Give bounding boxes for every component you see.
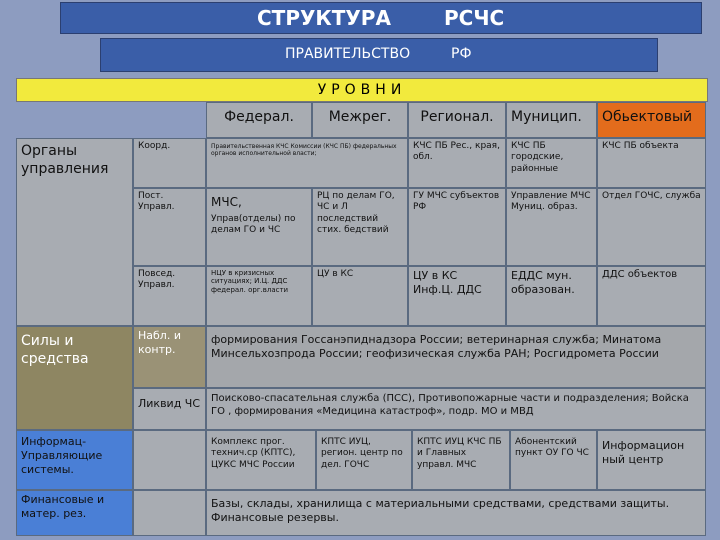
nabl-text: формирования Госсанэпиднадзора России; ветеринарная служба; Минатома Минсельхозпрода России; геофизическая служба РАН; Росгидромета России bbox=[206, 326, 706, 388]
column-object: Обьектовый bbox=[597, 102, 706, 138]
title-word-rschs: РСЧС bbox=[444, 6, 505, 30]
post-federal-departments: Управ(отделы) по делам ГО и ЧС bbox=[211, 214, 296, 236]
finance-text: Базы, склады, хранилища с материальными средствами, средствами защиты. Финансовые резервы. bbox=[206, 490, 706, 536]
koord-federal: Правительственная КЧС Комиссии (КЧС ПБ) федеральных органов исполнительной власти; bbox=[206, 138, 408, 188]
povsed-federal: НЦУ в кризисных ситуациях; И.Ц. ДДС федерал. орг.власти bbox=[206, 266, 312, 326]
row-label-likvid: Ликвид ЧС bbox=[133, 388, 206, 430]
levels-header: УРОВНИ bbox=[16, 78, 708, 102]
column-regional: Регионал. bbox=[408, 102, 506, 138]
koord-object: КЧС ПБ объекта bbox=[597, 138, 706, 188]
title-word-structure: СТРУКТУРА bbox=[257, 6, 391, 30]
info-empty bbox=[133, 430, 206, 490]
government-word: ПРАВИТЕЛЬСТВО bbox=[285, 46, 411, 62]
koord-municipal: КЧС ПБ городские, районные bbox=[506, 138, 597, 188]
column-interregional: Межрег. bbox=[312, 102, 408, 138]
post-federal bbox=[206, 188, 312, 266]
info-municipal: Абонентский пункт ОУ ГО ЧС bbox=[510, 430, 597, 490]
post-regional: ГУ МЧС субъектов РФ bbox=[408, 188, 506, 266]
forces-label: Силы и средства bbox=[16, 326, 133, 430]
koord-regional: КЧС ПБ Рес., края, обл. bbox=[408, 138, 506, 188]
povsed-object: ДДС объектов bbox=[597, 266, 706, 326]
row-label-koord: Коорд. bbox=[133, 138, 206, 188]
post-interregional: РЦ по делам ГО, ЧС и Л последствий стих. бедствий bbox=[312, 188, 408, 266]
info-regional: КПТС ИУЦ КЧС ПБ и Главных управл. МЧС bbox=[412, 430, 510, 490]
info-interregional: КПТС ИУЦ, регион. центр по дел. ГОЧС bbox=[316, 430, 412, 490]
title-banner bbox=[60, 2, 702, 34]
government-banner bbox=[100, 38, 658, 72]
finance-label: Финансовые и матер. рез. bbox=[16, 490, 133, 536]
povsed-municipal: ЕДДС мун. образован. bbox=[506, 266, 597, 326]
povsed-interregional: ЦУ в КС bbox=[312, 266, 408, 326]
organs-label: Органы управления bbox=[16, 138, 133, 326]
column-federal: Федерал. bbox=[206, 102, 312, 138]
post-object: Отдел ГОЧС, служба bbox=[597, 188, 706, 266]
info-federal: Комплекс прог. технич.ср (КПТС), ЦУКС МЧС России bbox=[206, 430, 316, 490]
column-municipal: Муницип. bbox=[506, 102, 597, 138]
post-municipal: Управление МЧС Муниц. образ. bbox=[506, 188, 597, 266]
row-label-povsed: Повсед. Управл. bbox=[133, 266, 206, 326]
likvid-text: Поисково-спасательная служба (ПСС), Противопожарные части и подразделения; Войска ГО , формирования «Медицина катастроф», подр. МО и МВД bbox=[206, 388, 706, 430]
government-rf: РФ bbox=[451, 46, 472, 62]
povsed-regional: ЦУ в КС Инф.Ц. ДДС bbox=[408, 266, 506, 326]
info-systems-label: Информац-Управляющие системы. bbox=[16, 430, 133, 490]
finance-empty bbox=[133, 490, 206, 536]
row-label-post: Пост. Управл. bbox=[133, 188, 206, 266]
row-label-nabl: Набл. и контр. bbox=[133, 326, 206, 388]
post-federal-mchs: МЧС, bbox=[211, 195, 242, 209]
info-object: Информацион ный центр bbox=[597, 430, 706, 490]
